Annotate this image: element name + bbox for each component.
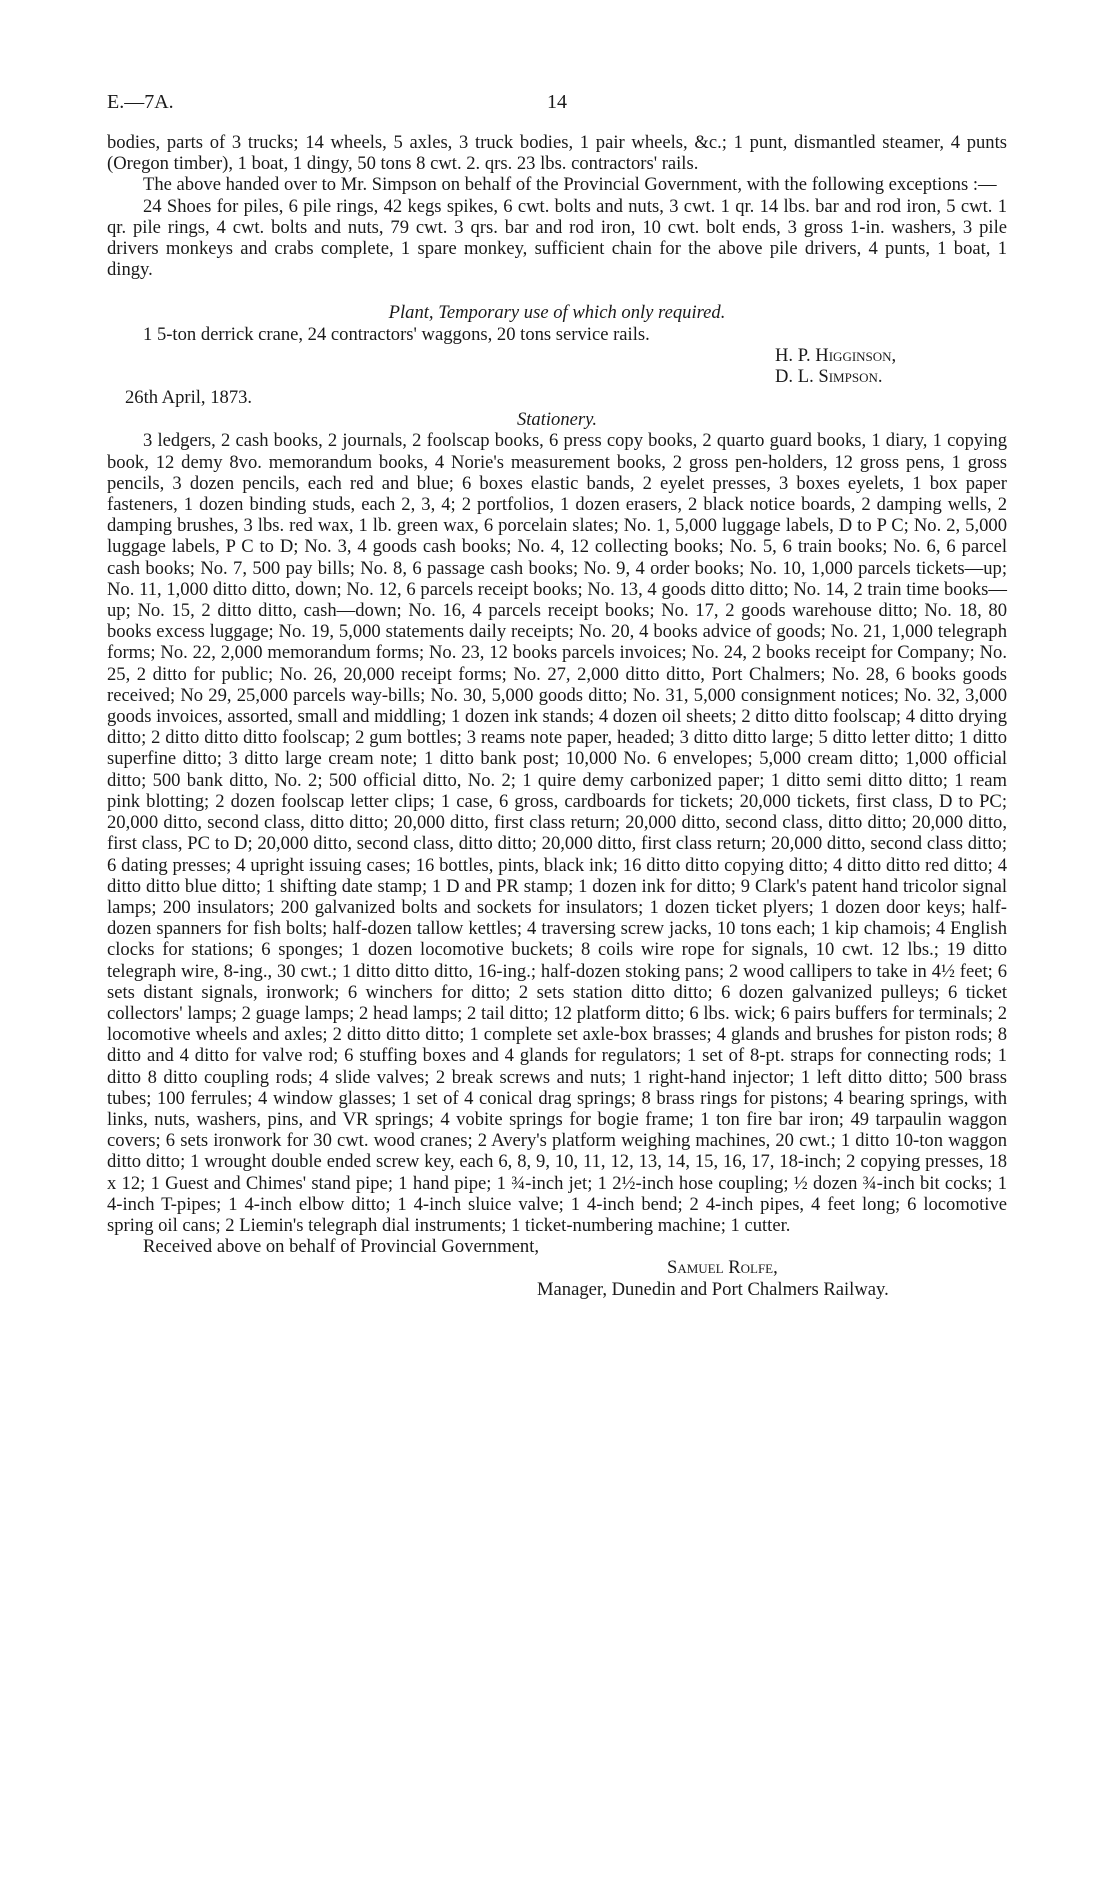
date-row [107, 387, 1007, 409]
page-header [107, 92, 1007, 132]
signatory-higginson: H. P. Higginson, [775, 344, 897, 366]
signatory-title: Manager, Dunedin and Port Chalmers Railway. [537, 1278, 889, 1300]
signatory-rolfe: Samuel Rolfe, [667, 1257, 778, 1279]
paragraph-exceptions: 24 Shoes for piles, 6 pile rings, 42 kegs spikes, 6 cwt. bolts and nuts, 3 cwt. 1 qr. 14 lbs. bar and rod iron, 5 cwt. 1 qr. pile rings, 4 cwt. bolts and nuts, 79 cwt. 3 qrs. bar and rod iron, 10 cwt. bolt ends, 3 gross 1-in. washers, 3 pile drivers monkeys and crabs complete, 1 spare monkey, sufficient chain for the above pile drivers, 4 punts, 1 boat, 1 dingy. [107, 195, 1007, 281]
plant-heading: Plant, Temporary use of which only required. [388, 302, 726, 324]
signatory-simpson: D. L. Simpson. [775, 366, 883, 388]
document-page [107, 92, 1007, 1300]
received-statement: Received above on behalf of Provincial Government, [143, 1236, 540, 1258]
document-date: 26th April, 1873. [125, 387, 253, 409]
stationery-list: 3 ledgers, 2 cash books, 2 journals, 2 foolscap books, 6 press copy books, 2 quarto guard books, 1 diary, 1 copying book, 12 demy 8vo. memorandum books, 4 Norie's measurement books, 2 gross pen-holders, 12 gross pens, 1 gross pencils, 3 dozen pencils, each red and blue; 6 boxes elastic bands, 2 eyelet presses, 3 boxes eyelets, 1 box paper fasteners, 1 dozen binding studs, each 2, 3, 4; 2 portfolios, 1 dozen erasers, 2 black notice boards, 2 damping wells, 2 damping brushes, 3 lbs. red wax, 1 lb. green wax, 6 porcelain slates; No. 1, 5,000 luggage labels, D to P C; No. 2, 5,000 luggage labels, P C to D; No. 3, 4 goods cash books; No. 4, 12 collecting books; No. 5, 6 train books; No. 6, 6 parcel cash books; No. 7, 500 pay bills; No. 8, 6 passage cash books; No. 9, 4 order books; No. 10, 1,000 parcels tickets—up; No. 11, 1,000 ditto ditto, down; No. 12, 6 parcels receipt books; No. 13, 4 goods ditto ditto; No. 14, 2 train time books—up; No. 15, 2 ditto ditto, cash—down; No. 16, 4 parcels receipt books; No. 17, 2 goods warehouse ditto; No. 18, 80 books excess luggage; No. 19, 5,000 statements daily receipts; No. 20, 4 books advice of goods; No. 21, 1,000 telegraph forms; No. 22, 2,000 memorandum forms; No. 23, 12 books parcels invoices; No. 24, 2 books receipt for Company; No. 25, 2 ditto for public; No. 26, 20,000 receipt forms; No. 27, 2,000 ditto ditto, Port Chalmers; No. 28, 6 books goods received; No 29, 25,000 parcels way-bills; No. 30, 5,000 goods ditto; No. 31, 5,000 consignment notices; No. 32, 3,000 goods invoices, assorted, small and middling; 1 dozen ink stands; 4 dozen oil sheets; 2 ditto ditto foolscap; 4 ditto drying ditto; 2 ditto ditto ditto foolscap; 2 gum bottles; 3 reams note paper, headed; 3 ditto ditto large; 5 ditto letter ditto; 1 ditto superfine ditto; 3 ditto large cream note; 1 ditto bank post; 10,000 No. 6 envelopes; 5,000 cream ditto; 1,000 official ditto; 500 bank ditto, No. 2; 500 official ditto, No. 2; 1 quire demy carbonized paper; 1 ditto semi ditto ditto; 1 ream pink blotting; 2 dozen foolscap letter clips; 1 case, 6 gross, cardboards for tickets; 20,000 tickets, first class, D to PC; 20,000 ditto, second class, ditto ditto; 20,000 ditto, first class return; 20,000 ditto, second class, ditto ditto; 20,000 ditto, first class, PC to D; 20,000 ditto, second class, ditto ditto; 20,000 ditto, first class return; 20,000 ditto, second class ditto; 6 dating presses; 4 upright issuing cases; 16 bottles, pints, black ink; 16 ditto ditto copying ditto; 4 ditto ditto red ditto; 4 ditto ditto blue ditto; 1 shifting date stamp; 1 D and PR stamp; 1 dozen ink for ditto; 9 Clark's patent hand tricolor signal lamps; 200 insulators; 200 galvanized bolts and sockets for insulators; 1 dozen ticket plyers; 1 dozen door keys; half-dozen spanners for fish bolts; half-dozen tallow kettles; 4 traversing screw jacks, 10 tons each; 1 kip chamois; 4 English clocks for stations; 6 sponges; 1 dozen locomotive buckets; 8 coils wire rope for signals, 10 cwt. 12 lbs.; 19 ditto telegraph wire, 8-ing., 30 cwt.; 1 ditto ditto ditto, 16-ing.; half-dozen stoking pans; 2 wood callipers to take in 4½ feet; 6 sets distant signals, ironwork; 6 winchers for ditto; 2 sets station ditto ditto; 6 dozen galvanized pulleys; 6 ticket collectors' lamps; 2 guage lamps; 2 head lamps; 2 tail ditto; 12 platform ditto; 6 lbs. wick; 6 pairs buffers for terminals; 2 locomotive wheels and axles; 2 ditto ditto ditto; 1 complete set axle-box brasses; 4 glands and brushes for piston rods; 8 ditto and 4 ditto for valve rod; 6 stuffing boxes and 4 glands for regulators; 1 set of 8-pt. straps for connecting rods; 1 ditto 8 ditto coupling rods; 4 slide valves; 2 break screws and nuts; 1 right-hand injector; 1 left ditto ditto; 500 brass tubes; 100 ferrules; 4 window glasses; 1 set of 4 conical drag springs; 8 brass rings for pistons; 4 bearing springs, with links, nuts, washers, pins, and VR springs; 4 vobite springs for bogie frame; 1 ton fire bar iron; 49 tarpaulin waggon covers; 6 sets ironwork for 30 cwt. wood cranes; 2 Avery's platform weighing machines, 20 cwt.; 1 ditto 10-ton waggon ditto ditto; 1 wrought double ended screw key, each 6, 8, 9, 10, 11, 12, 13, 14, 15, 16, 17, 18-inch; 2 copying presses, 18 x 12; 1 Guest and Chimes' stand pipe; 1 hand pipe; 1 ¾-inch jet; 1 2½-inch hose coupling; ½ dozen ¾-inch bit cocks; 1 4-inch T-pipes; 1 4-inch elbow ditto; 1 4-inch sluice valve; 1 4-inch bend; 2 4-inch pipes, 4 feet long; 6 locomotive spring oil cans; 2 Liemin's telegraph dial instruments; 1 ticket-numbering machine; 1 cutter. [107, 430, 1007, 1236]
paragraph-handed-over: The above handed over to Mr. Simpson on behalf of the Provincial Government, with the following exceptions :— [143, 174, 997, 196]
stationery-heading: Stationery. [516, 409, 598, 431]
paragraph-rolling-stock: bodies, parts of 3 trucks; 14 wheels, 5 axles, 3 truck bodies, 1 pair wheels, &c.; 1 punt, dismantled steamer, 4 punts (Oregon timber), 1 boat, 1 dingy, 50 tons 8 cwt. 2. qrs. 23 lbs. contractors' rails. [107, 132, 1007, 175]
document-reference: E.—7A. [107, 91, 174, 113]
plant-text: 1 5-ton derrick crane, 24 contractors' waggons, 20 tons service rails. [143, 323, 650, 345]
page-number: 14 [547, 91, 567, 113]
